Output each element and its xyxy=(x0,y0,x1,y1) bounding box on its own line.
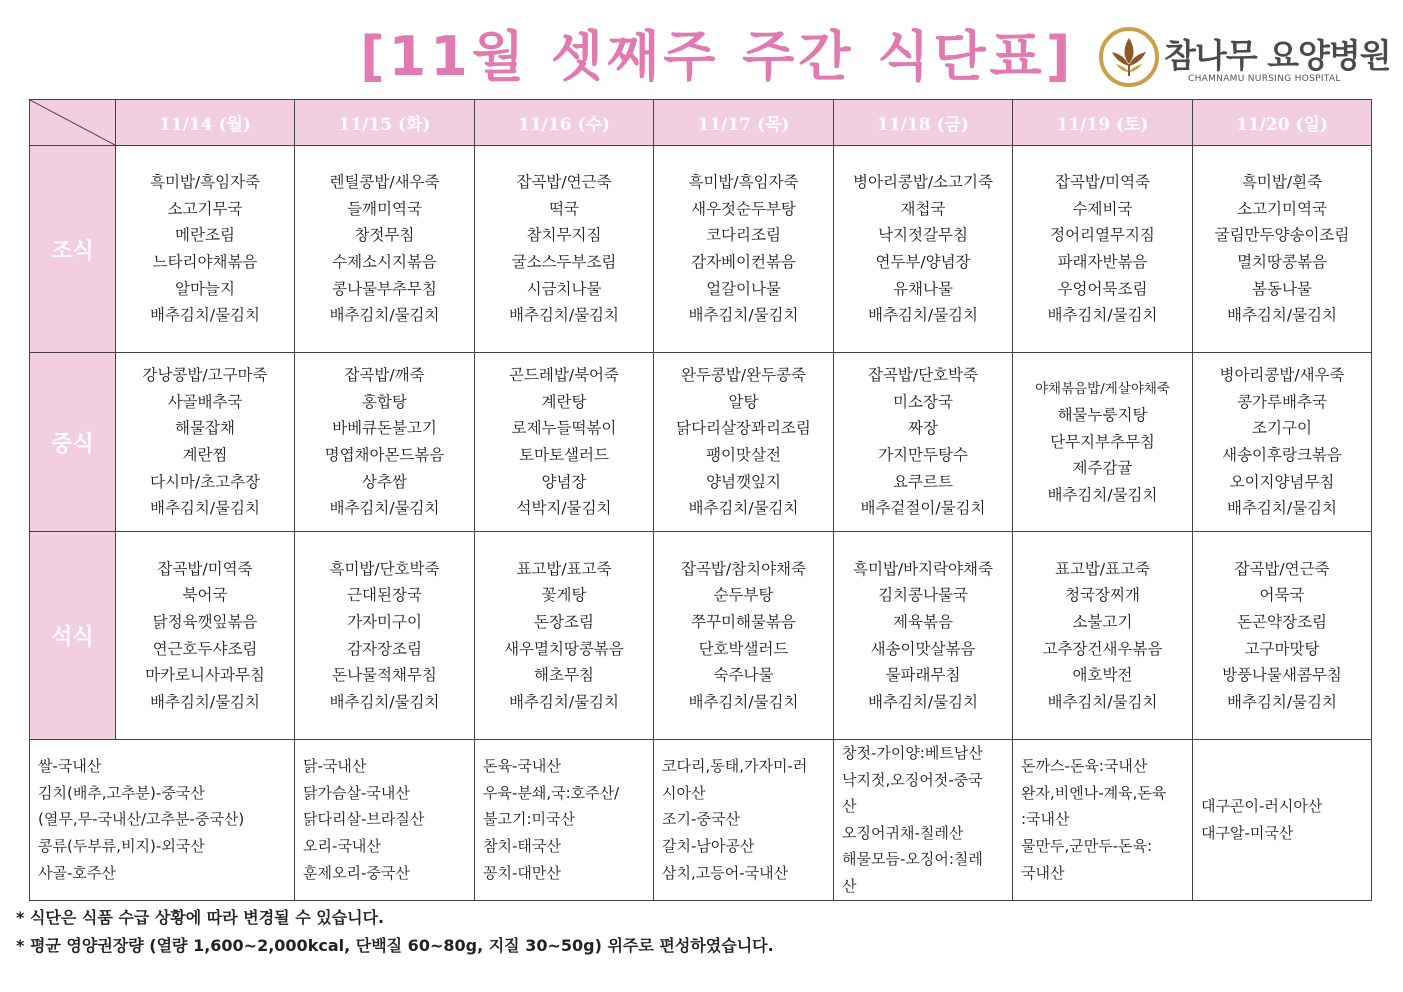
menu-item: 시금치나물 xyxy=(526,279,602,298)
menu-cell xyxy=(1013,353,1193,532)
menu-item: 배추김치/물김치 xyxy=(149,499,261,518)
menu-cell xyxy=(116,353,295,532)
menu-cell xyxy=(654,353,834,532)
menu-item: 배추김치/물김치 xyxy=(1226,306,1338,325)
menu-item: 잡곡밥/깨죽 xyxy=(344,366,425,385)
origin-line: 코다리,동태,가자미-러 xyxy=(662,757,808,776)
menu-item: 미소장국 xyxy=(893,392,953,411)
menu-cell xyxy=(295,353,475,532)
menu-item: 소불고기 xyxy=(1072,612,1133,631)
menu-item: 새우젓순두부탕 xyxy=(691,199,796,218)
menu-item: 팽이맛살전 xyxy=(706,446,781,464)
leaf-emblem-icon xyxy=(1098,26,1160,88)
menu-cell xyxy=(475,532,654,740)
menu-item: 콩나물부추무침 xyxy=(332,279,437,298)
menu-item: 닭다리살장꽈리조림 xyxy=(676,419,811,438)
menu-item: 단호박샐러드 xyxy=(698,639,789,658)
menu-item: 다시마/초고추장 xyxy=(149,472,261,491)
day-header: 11/14 (월) xyxy=(116,100,295,146)
menu-item: 배추김치/물김치 xyxy=(1226,692,1338,711)
menu-item: 떡국 xyxy=(549,199,579,218)
origin-line: 조기-중국산 xyxy=(662,810,740,829)
menu-item: 명엽채아몬드볶음 xyxy=(324,446,445,464)
day-header: 11/17 (목) xyxy=(654,100,834,146)
menu-item: 북어국 xyxy=(182,586,228,605)
menu-item: 배추김치/물김치 xyxy=(149,692,261,711)
menu-item: 돈나물적채무침 xyxy=(332,666,437,685)
menu-item: 배추김치/물김치 xyxy=(1226,499,1338,518)
menu-item: 오이지양념무침 xyxy=(1229,472,1335,491)
origin-line: 참치-태국산 xyxy=(483,837,561,856)
origin-line: 콩류(두부류,비지)-외국산 xyxy=(38,837,205,856)
menu-item: 정어리열무지짐 xyxy=(1050,226,1155,245)
menu-item: 새송이후랑크볶음 xyxy=(1222,446,1342,464)
breakfast-row xyxy=(30,146,1372,353)
origin-line: 산 xyxy=(842,797,857,816)
menu-item: 새우멸치땅콩볶음 xyxy=(504,639,624,658)
origin-line: :국내산 xyxy=(1021,810,1070,829)
origin-line: 해물모듬-오징어:칠레 xyxy=(842,850,983,869)
menu-item: 새송이맛살볶음 xyxy=(870,639,976,658)
menu-item: 흑미밥/흑임자죽 xyxy=(149,173,261,192)
menu-item: 코다리조림 xyxy=(706,226,781,245)
origin-cell xyxy=(1193,740,1372,901)
meal-label-lunch: 중식 xyxy=(30,353,116,532)
menu-item: 요쿠르트 xyxy=(893,472,953,491)
menu-item: 김치콩나물국 xyxy=(878,586,968,605)
menu-item: 짜장 xyxy=(908,419,938,438)
menu-item: 소고기미역국 xyxy=(1237,199,1327,218)
menu-cell xyxy=(475,353,654,532)
menu-cell xyxy=(654,532,834,740)
origin-line: 오징어귀채-칠레산 xyxy=(842,823,964,842)
menu-item: 꽃게탕 xyxy=(541,586,587,605)
menu-item: 잡곡밥/미역죽 xyxy=(1054,173,1151,192)
menu-item: 얼갈이나물 xyxy=(706,279,781,298)
origin-cell xyxy=(30,740,295,901)
menu-item: 단무지부추무침 xyxy=(1050,432,1155,451)
menu-item: 상추쌈 xyxy=(362,472,407,491)
menu-item: 배추김치/물김치 xyxy=(508,692,620,711)
menu-item: 참치무지짐 xyxy=(526,226,602,245)
menu-item: 배추김치/물김치 xyxy=(688,692,799,711)
lunch-row xyxy=(30,353,1372,532)
origin-line: 훈제오리-중국산 xyxy=(303,863,410,882)
origin-line: 돈육-국내산 xyxy=(483,757,561,776)
menu-cell xyxy=(834,146,1013,353)
origin-line: 김치(배추,고추분)-중국산 xyxy=(38,783,205,802)
meal-label-breakfast: 조식 xyxy=(30,146,116,353)
day-header: 11/19 (토) xyxy=(1013,100,1193,146)
origin-line: 산 xyxy=(842,876,857,895)
menu-item: 표고밥/표고죽 xyxy=(516,559,612,578)
origin-line: 시아산 xyxy=(662,783,706,802)
menu-item: 계란찜 xyxy=(182,446,228,464)
origin-line: 사골-호주산 xyxy=(38,863,116,882)
menu-item: 메란조림 xyxy=(175,226,235,245)
logo-name: 참나무 요양병원 xyxy=(1164,36,1391,75)
origin-line: 낙지젓,오징어젓-중국 xyxy=(842,770,983,789)
menu-item: 소고기무국 xyxy=(167,199,243,218)
menu-cell xyxy=(295,146,475,353)
menu-item: 물파래무침 xyxy=(885,666,961,685)
menu-item: 잡곡밥/미역죽 xyxy=(157,559,253,578)
menu-cell xyxy=(834,532,1013,740)
menu-cell xyxy=(295,532,475,740)
origin-cell xyxy=(475,740,654,901)
origin-line: 돈까스-돈육:국내산 xyxy=(1021,757,1148,776)
menu-item: 표고밥/표고죽 xyxy=(1054,559,1151,578)
date-header-row xyxy=(30,100,1372,146)
hospital-logo xyxy=(1098,26,1391,92)
menu-item: 사골배추국 xyxy=(167,392,243,411)
menu-cell xyxy=(116,146,295,353)
menu-item: 배추김치/물김치 xyxy=(1047,485,1158,504)
origin-line: 꽁치-대만산 xyxy=(483,863,561,882)
footnote: * 식단은 식품 수급 상황에 따라 변경될 수 있습니다. xyxy=(16,908,385,927)
footnotes xyxy=(16,904,774,960)
menu-item: 배추김치/물김치 xyxy=(867,306,979,325)
menu-cell xyxy=(1013,532,1193,740)
menu-item: 가자미구이 xyxy=(347,612,422,631)
menu-item: 어묵국 xyxy=(1259,586,1305,605)
menu-item: 고구마맛탕 xyxy=(1244,639,1320,658)
menu-item: 순두부탕 xyxy=(713,586,774,605)
menu-cell xyxy=(654,146,834,353)
menu-item: 감자장조림 xyxy=(347,639,422,658)
origin-line: 완자,비엔나-계육,돈육 xyxy=(1021,783,1167,802)
menu-item: 굴소스두부조림 xyxy=(511,253,617,271)
page-title: [11월 셋째주 주간 식단표] xyxy=(360,25,1075,88)
menu-item: 배추김치/물김치 xyxy=(329,692,440,711)
menu-item: 흑미밥/흑임자죽 xyxy=(688,173,799,192)
menu-item: 수제소시지볶음 xyxy=(332,253,437,271)
menu-item: 고추장건새우볶음 xyxy=(1042,639,1163,658)
menu-item: 배추김치/물김치 xyxy=(867,692,979,711)
menu-item: 흑미밥/바지락야채죽 xyxy=(853,559,993,578)
logo-subtitle: CHAMNAMU NURSING HOSPITAL xyxy=(1188,74,1341,84)
menu-item: 병아리콩밥/새우죽 xyxy=(1219,366,1345,385)
menu-item: 바베큐돈불고기 xyxy=(332,419,437,438)
menu-item: 배추김치/물김치 xyxy=(149,306,261,325)
origin-cell xyxy=(1013,740,1193,901)
menu-item: 홍합탕 xyxy=(362,392,407,411)
menu-cell xyxy=(1013,146,1193,353)
origin-line: 창젓-가이양:베트남산 xyxy=(842,744,983,762)
origin-cell xyxy=(295,740,475,901)
menu-item: 제육볶음 xyxy=(893,612,953,631)
menu-item: 콩가루배추국 xyxy=(1237,392,1327,411)
diagonal-line xyxy=(30,100,115,145)
menu-item: 재첩국 xyxy=(900,199,946,218)
menu-item: 돈장조림 xyxy=(534,612,594,631)
weekly-menu-table xyxy=(29,99,1372,901)
menu-item: 흑미밥/단호박죽 xyxy=(329,559,440,578)
menu-item: 봄동나물 xyxy=(1252,279,1312,298)
menu-item: 낙지젓갈무침 xyxy=(878,226,968,245)
menu-item: 연두부/양념장 xyxy=(875,253,971,271)
menu-item: 양념깻잎지 xyxy=(706,472,781,491)
menu-item: 돈곤약장조림 xyxy=(1237,612,1327,631)
menu-cell xyxy=(1193,353,1372,532)
day-header: 11/20 (일) xyxy=(1193,100,1372,146)
origin-line: (열무,무-국내산/고추분-중국산) xyxy=(38,810,245,829)
menu-item: 석박지/물김치 xyxy=(516,499,612,518)
menu-item: 조기구이 xyxy=(1252,419,1312,438)
menu-item: 연근호두샤조림 xyxy=(152,639,258,658)
menu-item: 쭈꾸미해물볶음 xyxy=(691,612,796,631)
menu-item: 알탕 xyxy=(728,392,759,411)
origin-line: 쌀-국내산 xyxy=(38,757,102,776)
menu-item: 근대된장국 xyxy=(347,586,422,605)
menu-item: 배추김치/물김치 xyxy=(329,499,440,518)
menu-cell xyxy=(1193,146,1372,353)
menu-item: 유채나물 xyxy=(893,279,953,298)
origin-line: 대구알-미국산 xyxy=(1201,823,1294,842)
menu-item: 알마늘지 xyxy=(175,279,235,298)
menu-item: 배추김치/물김치 xyxy=(1047,692,1158,711)
menu-item: 잡곡밥/참치야채죽 xyxy=(680,559,806,578)
menu-item: 멸치땅콩볶음 xyxy=(1237,253,1327,271)
origin-line: 물만두,군만두-돈육: xyxy=(1021,837,1153,856)
menu-item: 곤드레밥/북어죽 xyxy=(508,366,620,385)
menu-item: 양념장 xyxy=(541,472,587,491)
menu-item: 토마토샐러드 xyxy=(519,446,609,464)
corner-cell xyxy=(30,100,116,146)
menu-item: 배추김치/물김치 xyxy=(329,306,440,325)
dinner-row xyxy=(30,532,1372,740)
menu-item: 배추겉절이/물김치 xyxy=(860,499,986,518)
menu-item: 잡곡밥/연근죽 xyxy=(516,173,612,192)
menu-item: 마카로니사과무침 xyxy=(145,666,265,685)
menu-item: 렌틸콩밥/새우죽 xyxy=(329,173,440,192)
menu-item: 강낭콩밥/고구마죽 xyxy=(142,366,268,385)
day-header: 11/18 (금) xyxy=(834,100,1013,146)
menu-cell xyxy=(1193,532,1372,740)
menu-item: 애호박전 xyxy=(1072,666,1133,685)
menu-item: 감자베이컨볶음 xyxy=(691,253,796,271)
origin-line: 대구곤이-러시아산 xyxy=(1201,797,1323,816)
origin-cell xyxy=(834,740,1013,901)
menu-item: 굴림만두양송이조림 xyxy=(1214,226,1350,245)
menu-item: 배추김치/물김치 xyxy=(688,306,799,325)
menu-item: 닭정육깻잎볶음 xyxy=(152,612,258,631)
menu-item: 우엉어묵조림 xyxy=(1057,279,1148,298)
menu-item: 배추김치/물김치 xyxy=(508,306,620,325)
origin-cell xyxy=(654,740,834,901)
origin-line: 닭다리살-브라질산 xyxy=(303,810,425,829)
menu-item: 수제비국 xyxy=(1072,199,1133,218)
menu-item: 제주감귤 xyxy=(1072,459,1133,478)
day-header: 11/15 (화) xyxy=(295,100,475,146)
origin-line: 삼치,고등어-국내산 xyxy=(662,863,789,882)
origin-line: 국내산 xyxy=(1021,863,1065,882)
meal-label-dinner: 석식 xyxy=(30,532,116,740)
menu-item: 청국장찌개 xyxy=(1065,586,1140,605)
origin-row xyxy=(30,740,1372,901)
menu-item: 로제누들떡볶이 xyxy=(511,419,617,438)
menu-item: 잡곡밥/연근죽 xyxy=(1234,559,1330,578)
origin-line: 오리-국내산 xyxy=(303,837,381,856)
menu-cell xyxy=(475,146,654,353)
menu-cell xyxy=(116,532,295,740)
menu-item: 야채볶음밥/게살야채죽 xyxy=(1035,380,1170,397)
menu-item: 계란탕 xyxy=(541,392,587,411)
origin-line: 우육-분쇄,국:호주산/ xyxy=(483,783,620,802)
origin-line: 닭가슴살-국내산 xyxy=(303,783,410,802)
menu-item: 들깨미역국 xyxy=(347,199,422,218)
origin-line: 갈치-남아공산 xyxy=(662,837,755,856)
menu-item: 잡곡밥/단호박죽 xyxy=(867,366,979,385)
menu-item: 방풍나물새콤무침 xyxy=(1222,666,1342,685)
day-header: 11/16 (수) xyxy=(475,100,654,146)
menu-item: 파래자반볶음 xyxy=(1057,253,1148,271)
menu-item: 배추김치/물김치 xyxy=(1047,306,1158,325)
menu-item: 배추김치/물김치 xyxy=(688,499,799,518)
menu-item: 느타리야채볶음 xyxy=(152,253,258,271)
menu-item: 완두콩밥/완두콩죽 xyxy=(680,366,806,385)
menu-item: 병아리콩밥/소고기죽 xyxy=(853,173,993,192)
menu-item: 흑미밥/흰죽 xyxy=(1241,173,1323,192)
menu-item: 숙주나물 xyxy=(713,666,774,685)
origin-line: 불고기:미국산 xyxy=(483,810,575,829)
footnote: * 평균 영양권장량 (열량 1,600~2,000kcal, 단백질 60~80g, 지질 30~50g) 위주로 편성하였습니다. xyxy=(16,936,774,955)
menu-item: 가지만두탕수 xyxy=(878,446,968,464)
menu-item: 해물잡채 xyxy=(175,419,235,438)
menu-item: 해물누룽지탕 xyxy=(1057,406,1148,425)
menu-item: 해초무침 xyxy=(534,666,594,685)
menu-cell xyxy=(834,353,1013,532)
origin-line: 닭-국내산 xyxy=(303,757,367,776)
menu-item: 창젓무침 xyxy=(354,226,415,245)
